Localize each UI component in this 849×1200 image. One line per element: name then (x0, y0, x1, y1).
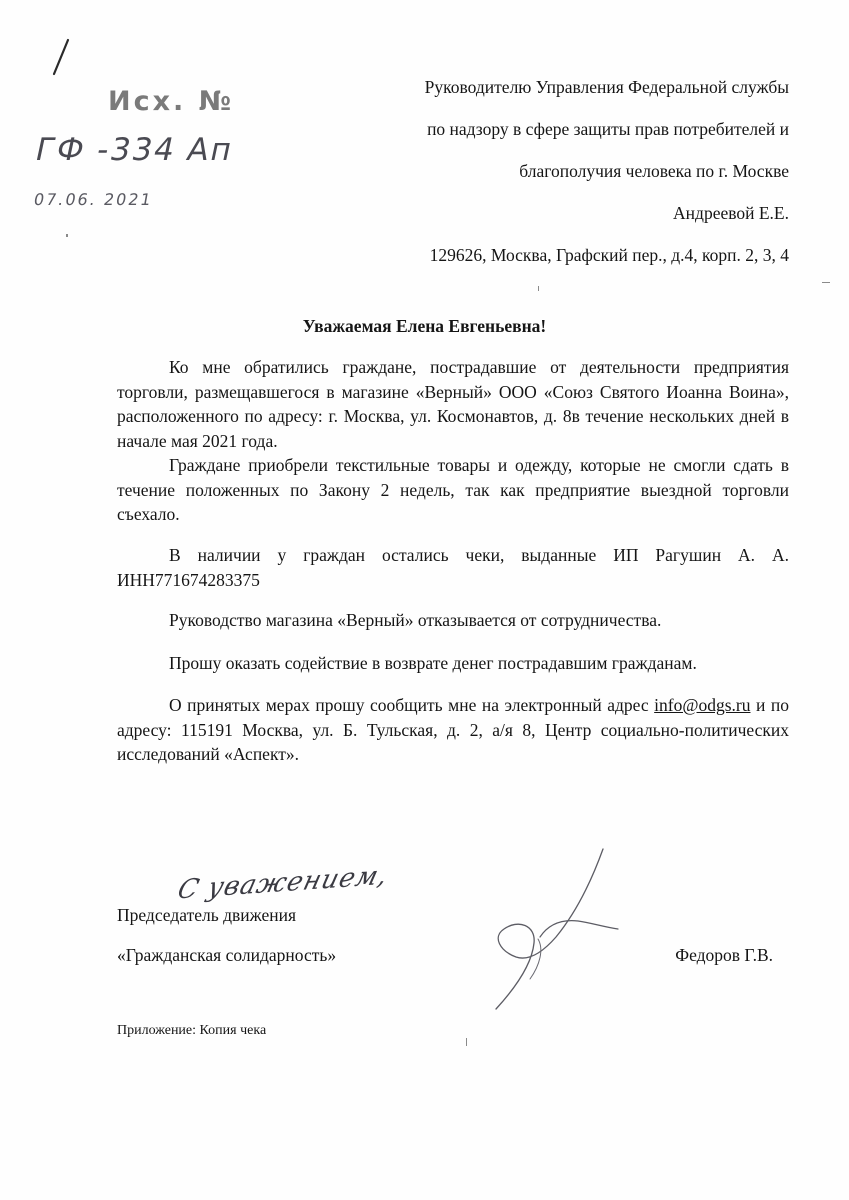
signer-position: Председатель движения (117, 905, 297, 925)
scan-speck (466, 1038, 467, 1046)
email-link[interactable]: info@odgs.ru (654, 695, 751, 715)
paragraph-text (117, 693, 789, 767)
paragraph-text: В наличии у граждан остались чеки, выданные ИП Рагушин А. А. ИНН771674283375 (117, 545, 789, 590)
body-paragraph-1 (117, 355, 789, 453)
salutation: Уважаемая Елена Евгеньевна! (302, 316, 547, 336)
body-paragraph-2 (117, 453, 789, 527)
body-paragraph-6 (117, 693, 789, 767)
paragraph-lead: О принятых мерах прошу сообщить мне на электронный адрес (169, 695, 649, 715)
addressee-line: по надзору в сфере защиты прав потребителей и (427, 119, 789, 139)
handwritten-closing: С уважением, (174, 860, 392, 906)
paragraph-text: Ко мне обратились граждане, пострадавшие от деятельности предприятия торговли, размещавшегося в магазине «Верный» ООО «Союз Святого Иоанна Воина», расположенного по адресу: г. Москва, ул. Космонавтов, д. 8в течение нескольких дней в начале мая 2021 года. (117, 357, 789, 451)
paragraph-text: Прошу оказать содействие в возврате денег пострадавшим гражданам. (169, 653, 697, 673)
addressee-line: благополучия человека по г. Москве (519, 161, 789, 181)
body-paragraph-4 (117, 608, 789, 633)
addressee-block (329, 75, 789, 285)
outgoing-number-stamp: Исх. № (108, 86, 235, 117)
pen-stroke-mark (46, 38, 76, 78)
attachment-note: Приложение: Копия чека (117, 1023, 267, 1038)
addressee-address: 129626, Москва, Графский пер., д.4, корп. 2, 3, 4 (429, 245, 789, 265)
handwritten-signature (478, 845, 628, 1015)
body-paragraph-5 (117, 651, 789, 676)
body-paragraph-3 (117, 543, 789, 592)
handwritten-registration-date: 07.06. 2021 (32, 190, 155, 209)
paragraph-tail: и по адресу: 115191 Москва, ул. Б. Тульская, д. 2, а/я 8, Центр социально-политических исследований «Аспект». (117, 695, 790, 764)
scan-speck (66, 234, 68, 237)
signer-name: Федоров Г.В. (675, 945, 773, 965)
paragraph-text: Граждане приобрели текстильные товары и одежду, которые не смогли сдать в течение положенных по Закону 2 недель, так как предприятие выездной торговли съехало. (117, 455, 789, 524)
signer-organization: «Гражданская солидарность» (117, 945, 337, 965)
scan-speck (538, 286, 539, 291)
handwritten-registration-number: ГФ -334 Ап (32, 132, 237, 168)
addressee-name: Андреевой Е.Е. (673, 203, 789, 223)
paragraph-text: Руководство магазина «Верный» отказывается от сотрудничества. (169, 610, 662, 630)
addressee-line: Руководителю Управления Федеральной службы (424, 77, 789, 97)
scan-speck (822, 282, 830, 283)
